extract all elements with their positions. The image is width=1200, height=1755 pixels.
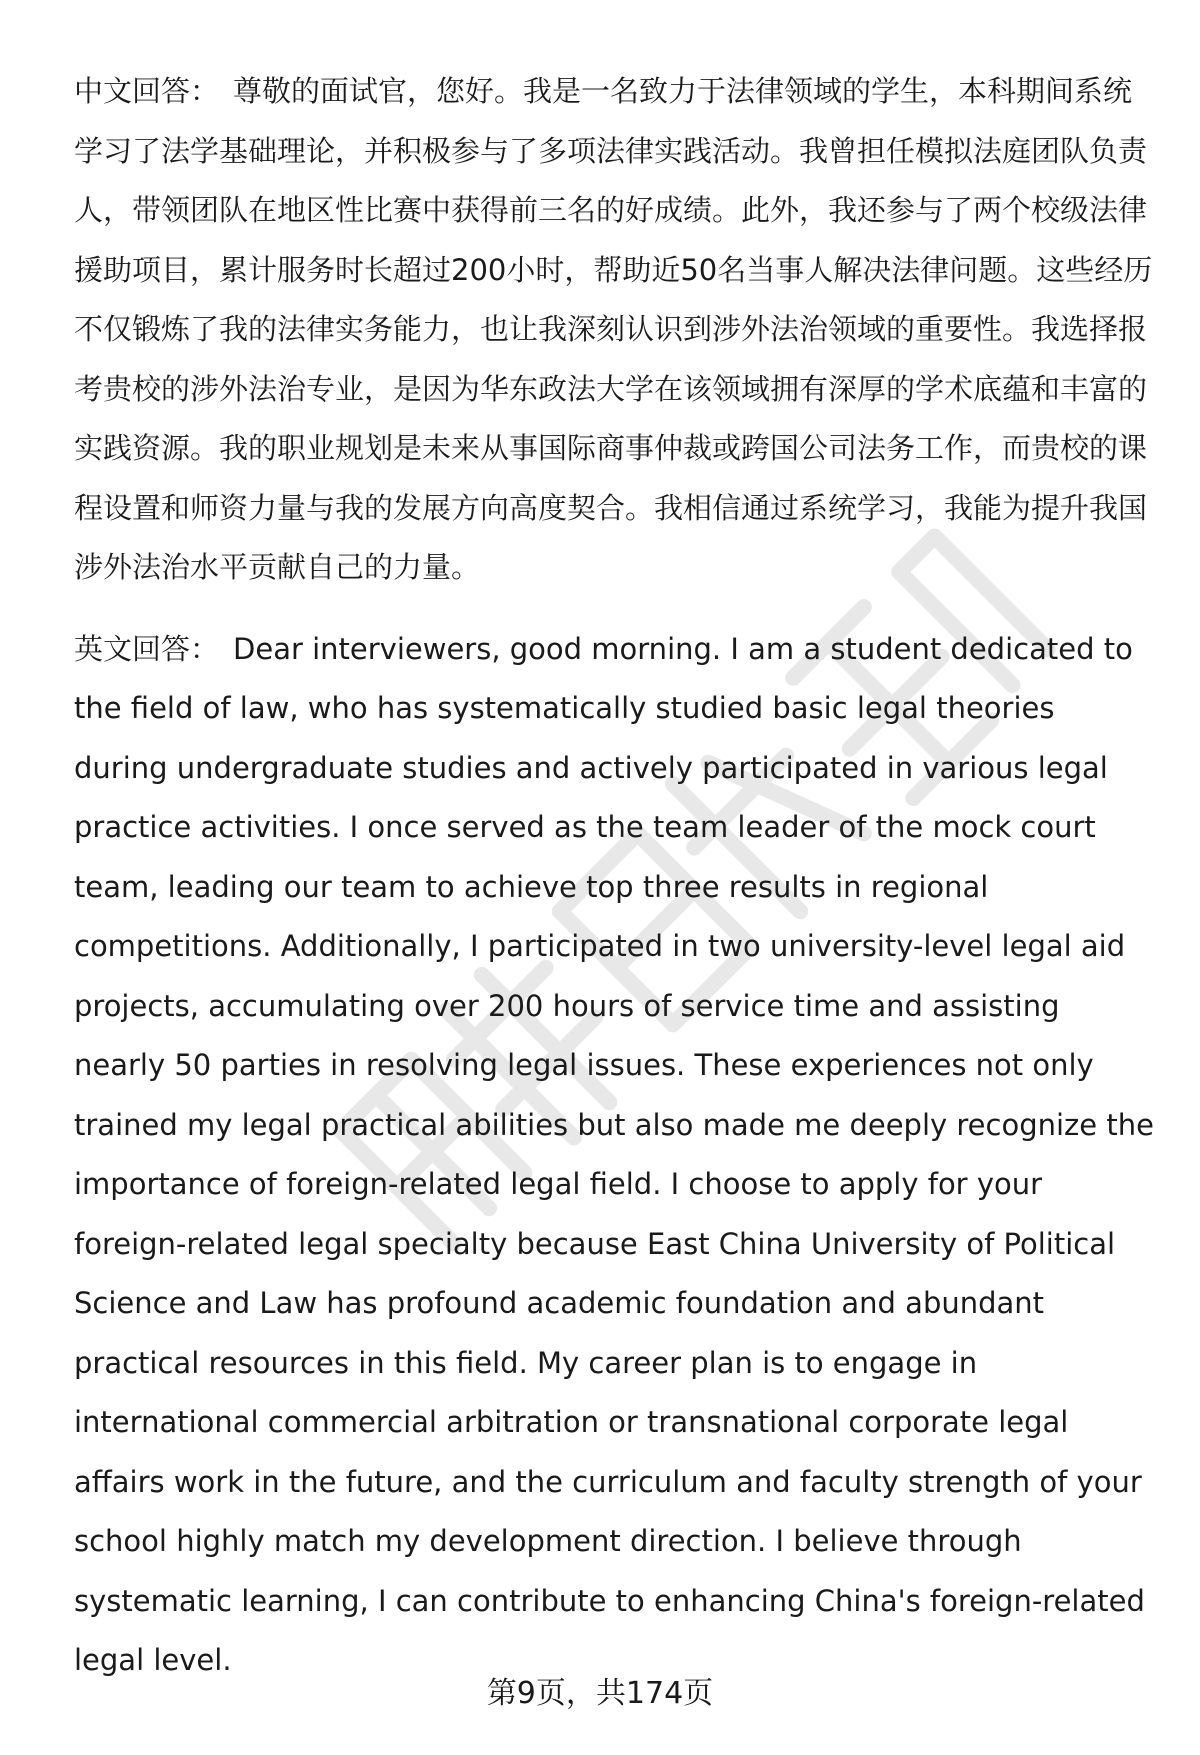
chinese-answer-label: 中文回答： [74, 74, 220, 108]
english-answer-paragraph [74, 620, 1154, 1691]
chinese-answer-text: 尊敬的面试官，您好。我是一名致力于法律领域的学生，本科期间系统学习了法学基础理论，并积极参与了多项法律实践活动。我曾担任模拟法庭团队负责人，带领团队在地区性比赛中获得前三名的好成绩。此外，我还参与了两个校级法律援助项目，累计服务时长超过200小时，帮助近50名当事人解决法律问题。这些经历不仅锻炼了我的法律实务能力，也让我深刻认识到涉外法治领域的重要性。我选择报考贵校的涉外法治专业，是因为华东政法大学在该领域拥有深厚的学术底蕴和丰富的实践资源。我的职业规划是未来从事国际商事仲裁或跨国公司法务工作，而贵校的课程设置和师资力量与我的发展方向高度契合。我相信通过系统学习，我能为提升我国涉外法治水平贡献自己的力量。 [74, 74, 1153, 584]
english-answer-text: Dear interviewers, good morning. I am a student dedicated to the field of law, who has systematically studied basic legal theories during undergraduate studies and actively participated in various legal practice activities. I once served as the team leader of the mock court team, leading our team to achieve top three results in regional competitions. Additionally, I participated in two university-level legal aid projects, accumulating over 200 hours of service time and assisting nearly 50 parties in resolving legal issues. These experiences not only trained my legal practical abilities but also made me deeply recognize the importance of foreign-related legal field. I choose to apply for your foreign-related legal specialty because East China University of Political Science and Law has profound academic foundation and abundant practical resources in this field. My career plan is to engage in international commercial arbitration or transnational corporate legal affairs work in the future, and the curriculum and faculty strength of your school highly match my development direction. I believe through systematic learning, I can contribute to enhancing China's foreign-related legal level. [74, 631, 1154, 1677]
document-body [74, 62, 1154, 1691]
chinese-answer-paragraph [74, 62, 1154, 598]
page-number: 第9页，共174页 [486, 1676, 714, 1711]
english-answer-label: 英文回答： [74, 631, 220, 666]
